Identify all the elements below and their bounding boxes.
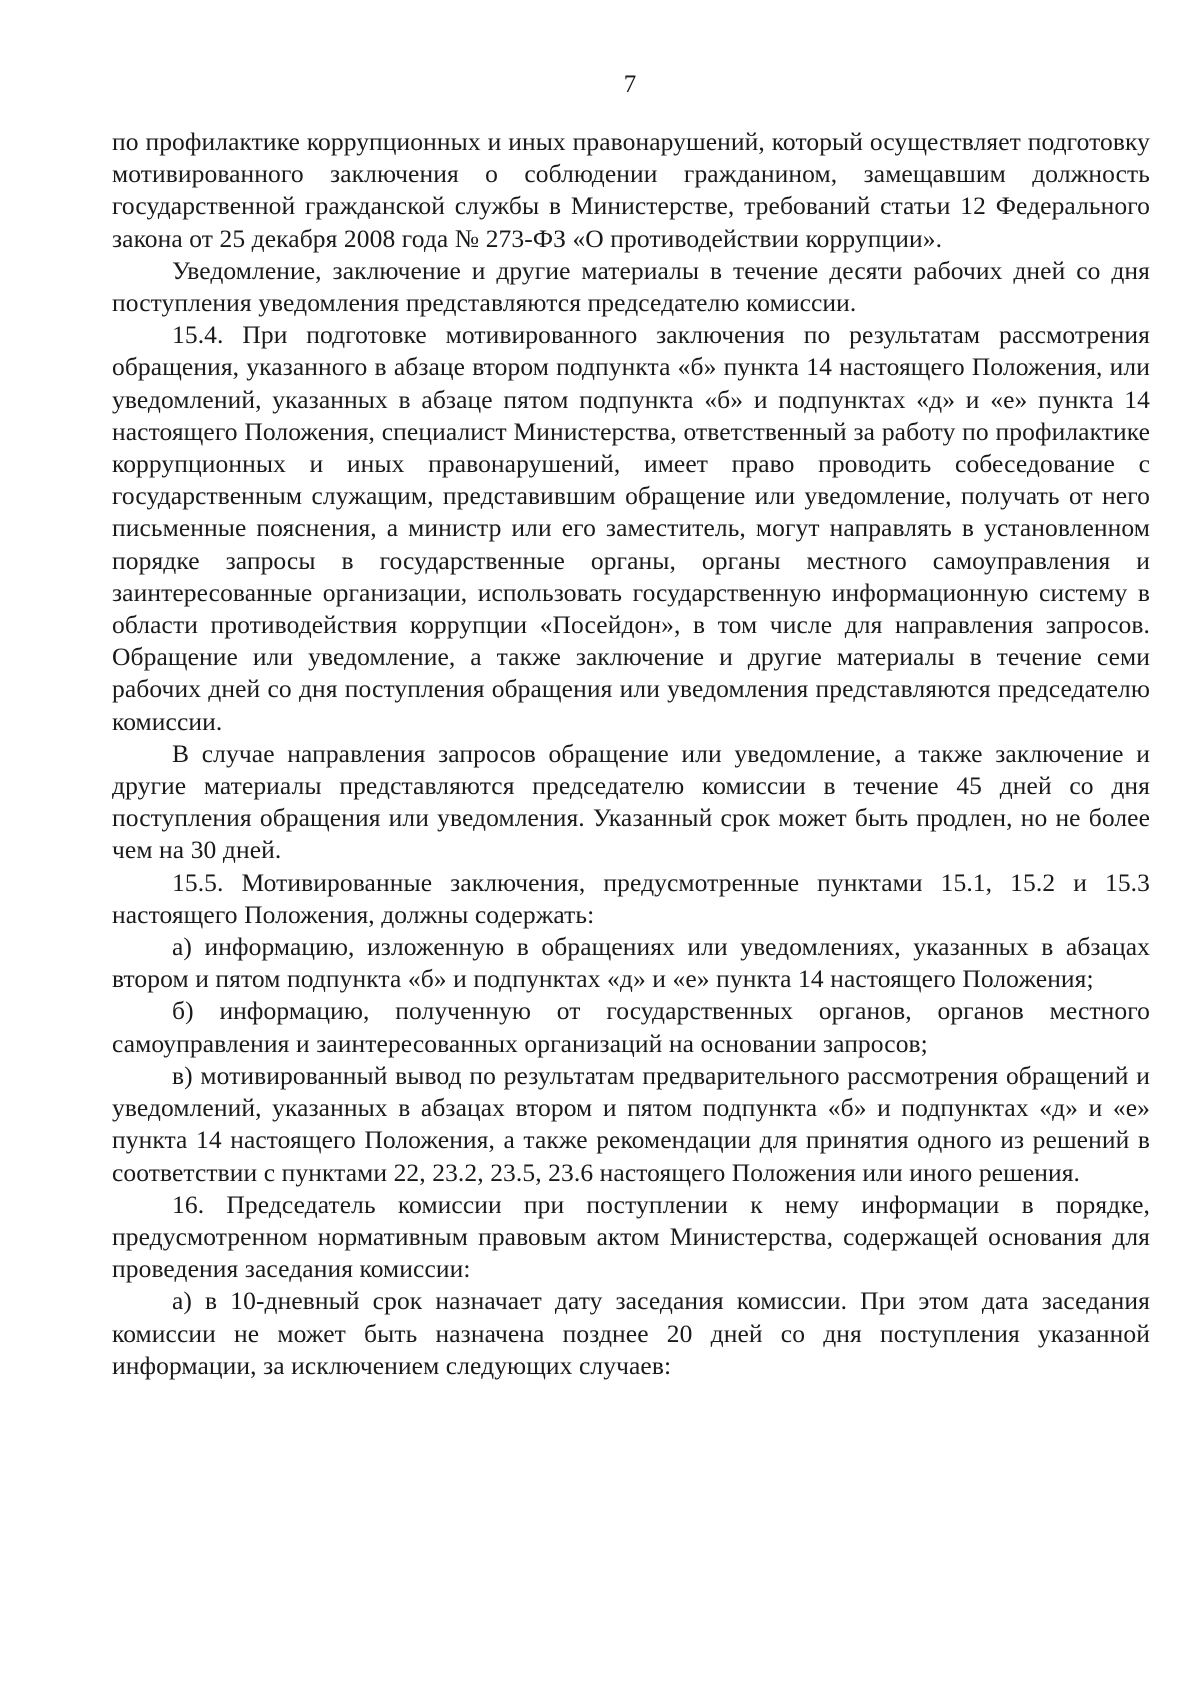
paragraph-requests-deadline: В случае направления запросов обращение или уведомление, а также заключение и другие материалы представляются председателю комиссии в течение 45 дней со дня поступления обращения или уведомления. Указанный срок может быть продлен, но не более чем на 30 дней. [112, 738, 1150, 865]
paragraph-notification-materials: Уведомление, заключение и другие материалы в течение десяти рабочих дней со дня поступления уведомления представляются председателю комиссии. [112, 255, 1150, 318]
document-body [112, 126, 1150, 1382]
paragraph-15-4: 15.4. При подготовке мотивированного заключения по результатам рассмотрения обращения, указанного в абзаце втором подпункта «б» пункта 14 настоящего Положения, или уведомлений, указанных в абзаце пятом подпункта «б» и подпунктах «д» и «е» пункта 14 настоящего Положения, специалист Министерства, ответственный за работу по профилактике коррупционных и иных правонарушений, имеет право проводить собеседование с государственным служащим, представившим обращение или уведомление, получать от него письменные пояснения, а министр или его заместитель, могут направлять в установленном порядке запросы в государственные органы, органы местного самоуправления и заинтересованные организации, использовать государственную информационную систему в области противодействия коррупции «Посейдон», в том числе для направления запросов. Обращение или уведомление, а также заключение и другие материалы в течение семи рабочих дней со дня поступления обращения или уведомления представляются председателю комиссии. [112, 320, 1150, 736]
page-number: 7 [623, 71, 637, 98]
paragraph-15-5: 15.5. Мотивированные заключения, предусмотренные пунктами 15.1, 15.2 и 15.3 настоящего Положения, должны содержать: [112, 867, 1150, 929]
paragraph-15-5-v: в) мотивированный вывод по результатам предварительного рассмотрения обращений и уведомлений, указанных в абзацах втором и пятом подпункта «б» и подпунктах «д» и «е» пункта 14 настоящего Положения, а также рекомендации для принятия одного из решений в соответствии с пунктами 22, 23.2, 23.5, 23.6 настоящего Положения или иного решения. [112, 1060, 1150, 1187]
paragraph-15-5-b: б) информацию, полученную от государственных органов, органов местного самоуправления и заинтересованных организаций на основании запросов; [112, 996, 1150, 1058]
paragraph-continuation: по профилактике коррупционных и иных правонарушений, который осуществляет подготовку мотивированного заключения о соблюдении гражданином, замещавшим должность государственной гражданской службы в Министерстве, требований статьи 12 Федерального закона от 25 декабря 2008 года № 273-ФЗ «О противодействии коррупции». [112, 127, 1150, 253]
paragraph-15-5-a: а) информацию, изложенную в обращениях или уведомлениях, указанных в абзацах втором и пятом подпункта «б» и подпунктах «д» и «е» пункта 14 настоящего Положения; [112, 932, 1150, 994]
paragraph-16: 16. Председатель комиссии при поступлении к нему информации в порядке, предусмотренном нормативным правовым актом Министерства, содержащей основания для проведения заседания комиссии: [112, 1189, 1150, 1284]
paragraph-16-a: а) в 10-дневный срок назначает дату заседания комиссии. При этом дата заседания комиссии не может быть назначена позднее 20 дней со дня поступления указанной информации, за исключением следующих случаев: [112, 1286, 1150, 1380]
